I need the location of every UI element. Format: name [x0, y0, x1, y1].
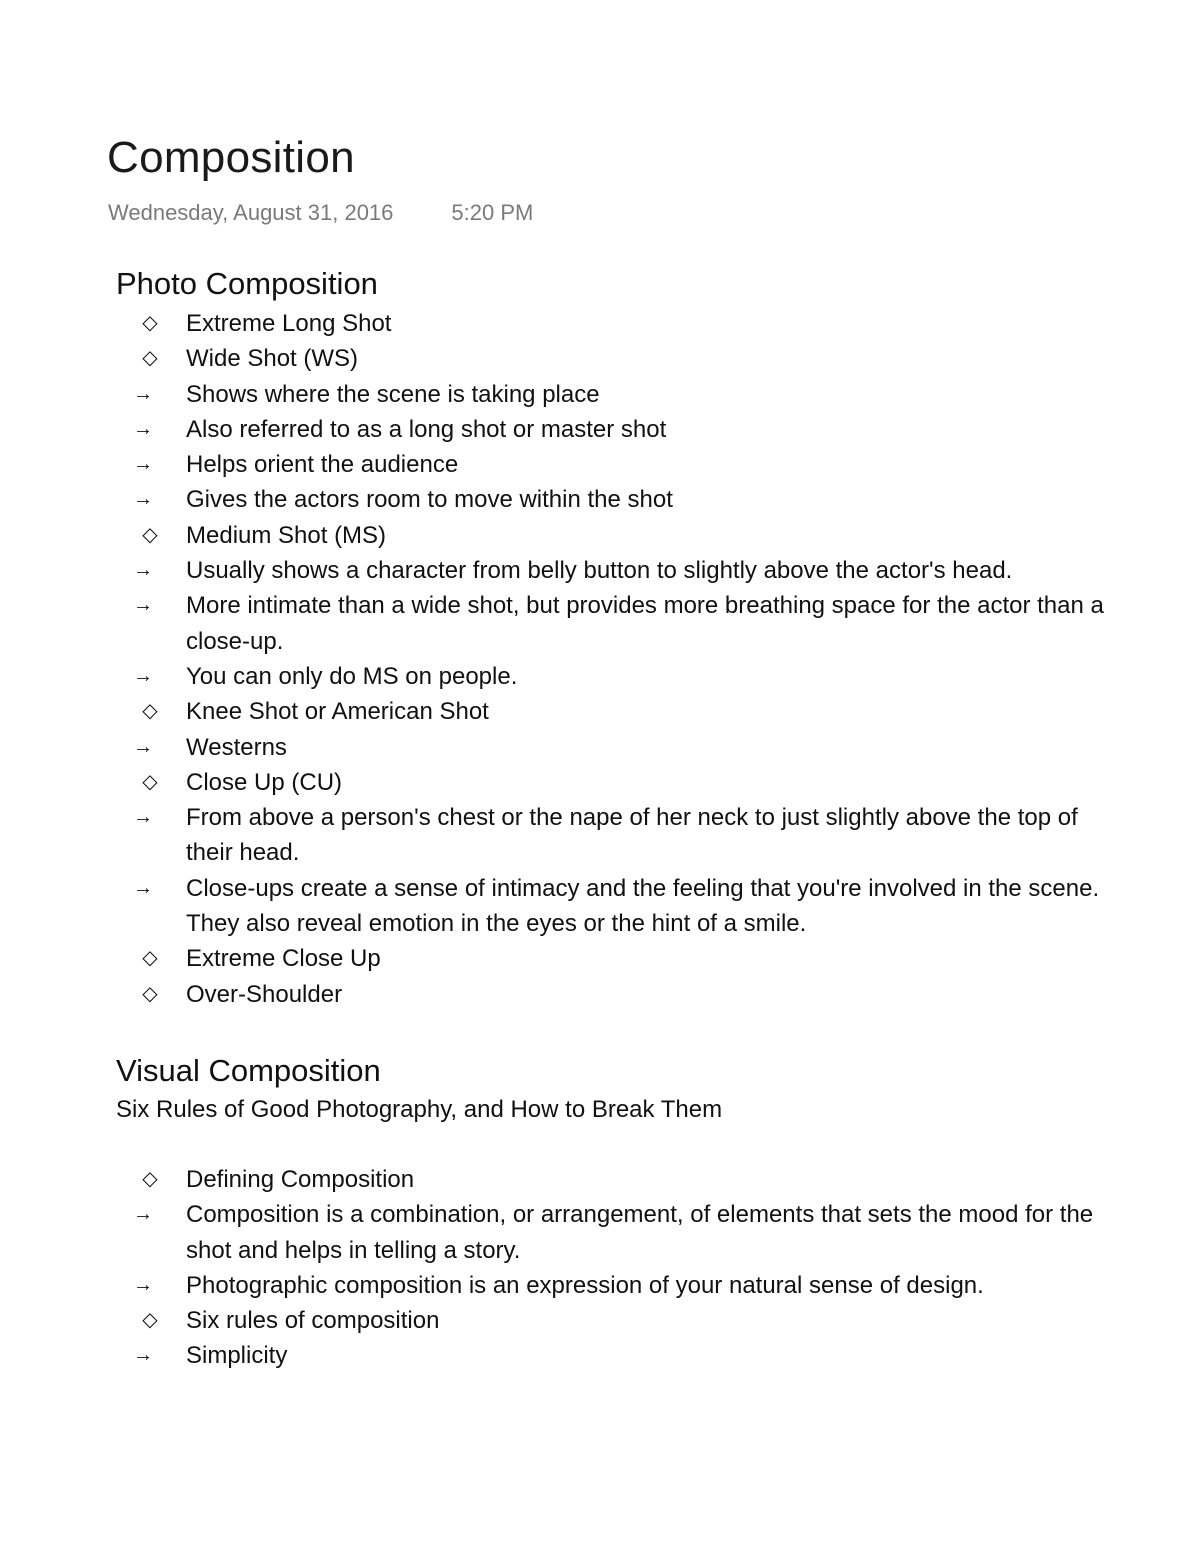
list-item-label: Extreme Long Shot: [186, 310, 392, 337]
sub-list-item-text: Usually shows a character from belly button to slightly above the actor's head.: [186, 557, 1013, 585]
list-item: [116, 941, 1126, 976]
arrow-bullet-icon: →: [133, 664, 153, 687]
sub-list: [116, 730, 1126, 765]
arrow-bullet-icon: →: [133, 559, 153, 582]
sub-list: [116, 553, 1126, 694]
list-item-label: Medium Shot (MS): [186, 521, 387, 549]
arrow-bullet-icon: →: [133, 1203, 153, 1226]
arrow-bullet-icon: →: [133, 1273, 153, 1296]
sub-list-item: [116, 412, 1126, 447]
diamond-bullet-icon: ◇: [142, 347, 158, 370]
list-item-label: Knee Shot or American Shot: [186, 698, 489, 726]
list-item-label: Six rules of composition: [186, 1307, 440, 1335]
sub-list-item: [116, 871, 1126, 942]
list-item: [116, 765, 1126, 800]
sub-list-item: [116, 800, 1126, 871]
diamond-bullet-icon: ◇: [142, 1167, 158, 1190]
arrow-bullet-icon: →: [133, 417, 153, 440]
sub-list-item: [116, 588, 1126, 659]
section-heading-visual-composition: Visual Composition: [116, 1052, 381, 1088]
list-item: [116, 1303, 1126, 1338]
list-item: [116, 694, 1126, 729]
sub-list-item: [116, 553, 1126, 588]
sub-list-item: [116, 1268, 1126, 1303]
sub-list-item-text: From above a person's chest or the nape of her neck to just slightly above the top of their head.: [186, 804, 1078, 867]
arrow-bullet-icon: →: [133, 594, 153, 617]
photo-composition-list: [116, 306, 1126, 1012]
sub-list-item-text: Shows where the scene is taking place: [186, 380, 600, 408]
diamond-bullet-icon: ◇: [142, 700, 158, 723]
diamond-bullet-icon: ◇: [142, 947, 158, 970]
arrow-bullet-icon: →: [133, 806, 153, 829]
sub-list-item-text: You can only do MS on people.: [186, 662, 518, 690]
sub-list-item-text: Composition is a combination, or arrangement, of elements that sets the mood for the shot and helps in telling a story.: [186, 1201, 1094, 1264]
sub-list-item: [116, 730, 1126, 765]
sub-list-item: [116, 482, 1126, 517]
arrow-bullet-icon: →: [133, 1344, 153, 1367]
list-item-label: Extreme Close Up: [186, 945, 381, 973]
sub-list-item-text: Westerns: [186, 733, 287, 761]
list-item: [116, 1162, 1126, 1197]
section-subtitle: Six Rules of Good Photography, and How to Break Them: [116, 1095, 723, 1123]
sub-list-item: [116, 1197, 1126, 1268]
list-item-label: Defining Composition: [186, 1165, 415, 1193]
list-item: [116, 518, 1126, 553]
sub-list: [116, 1338, 1126, 1373]
arrow-bullet-icon: →: [133, 735, 153, 758]
sub-list-item: [116, 447, 1126, 482]
sub-list-item: [116, 659, 1126, 694]
sub-list-item-text: Photographic composition is an expression of your natural sense of design.: [186, 1271, 984, 1299]
page-title: Composition: [107, 133, 355, 182]
arrow-bullet-icon: →: [133, 382, 153, 405]
list-item-label: Close Up (CU): [186, 768, 343, 796]
list-item: [116, 341, 1126, 376]
diamond-bullet-icon: ◇: [142, 1309, 158, 1332]
list-item: [116, 977, 1126, 1012]
diamond-bullet-icon: ◇: [142, 523, 158, 546]
diamond-bullet-icon: ◇: [142, 982, 158, 1005]
sub-list-item-text: Helps orient the audience: [186, 451, 459, 479]
sub-list-item-text: Close-ups create a sense of intimacy and the feeling that you're involved in the scene. They also reveal emotion in the eyes or the hint of a smile.: [186, 874, 1100, 938]
diamond-bullet-icon: ◇: [142, 770, 158, 793]
sub-list-item: [116, 377, 1126, 412]
diamond-bullet-icon: ◇: [142, 312, 158, 334]
sub-list: [116, 1197, 1126, 1303]
arrow-bullet-icon: →: [133, 876, 153, 899]
sub-list-item-text: Simplicity: [186, 1342, 288, 1370]
sub-list: [116, 377, 1126, 518]
list-item: [116, 306, 1126, 341]
sub-list-item: [116, 1338, 1126, 1373]
page-date: Wednesday, August 31, 2016: [108, 200, 394, 225]
list-item-label: Over-Shoulder: [186, 980, 343, 1008]
arrow-bullet-icon: →: [133, 488, 153, 511]
list-item-label: Wide Shot (WS): [186, 345, 359, 373]
sub-list-item-text: Gives the actors room to move within the shot: [186, 486, 673, 514]
note-body: [116, 262, 1126, 1374]
sub-list: [116, 800, 1126, 941]
visual-composition-list: [116, 1162, 1126, 1374]
page-time: 5:20 PM: [451, 200, 534, 225]
section-heading-photo-composition: Photo Composition: [116, 266, 378, 301]
arrow-bullet-icon: →: [133, 453, 153, 476]
sub-list-item-text: More intimate than a wide shot, but provides more breathing space for the actor than a close-up.: [186, 592, 1104, 655]
sub-list-item-text: Also referred to as a long shot or master shot: [186, 415, 667, 443]
